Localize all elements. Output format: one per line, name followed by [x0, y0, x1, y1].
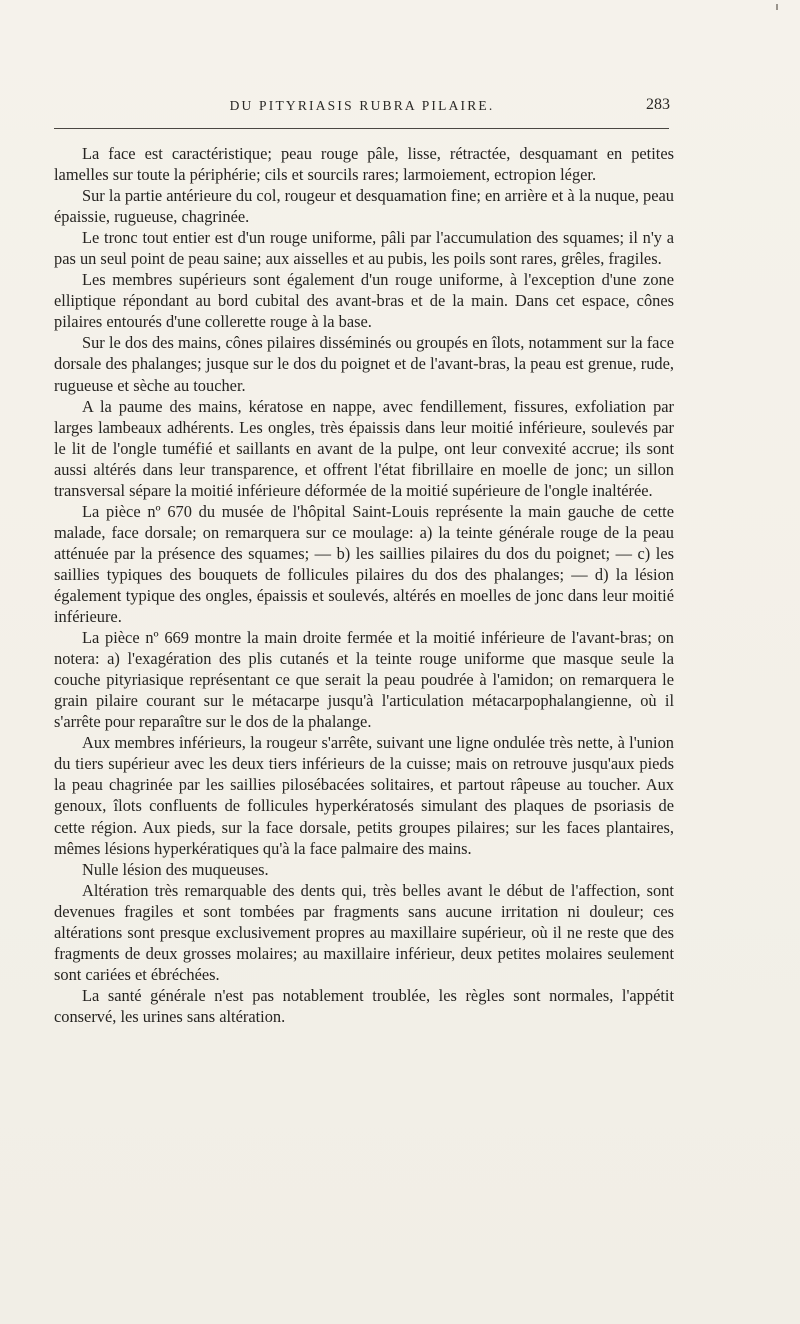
header-rule: [54, 128, 669, 129]
running-title: DU PITYRIASIS RUBRA PILAIRE.: [229, 98, 495, 113]
paragraph-dos-des-mains: Sur le dos des mains, cônes pilaires disséminés ou groupés en îlots, notamment sur la face dorsale des phalanges; jusque sur le dos du poignet et de l'avant-bras, la peau est grenue, rude, rugueuse et sèche au toucher.: [54, 333, 674, 395]
paragraph-membres-superieurs: Les membres supérieurs sont également d'un rouge uniforme, à l'exception d'une zone elliptique répondant au bord cubital des avant-bras et de la main. Dans cet espace, cônes pilaires entourés d'une collerette rouge à la base.: [54, 270, 674, 332]
edge-mark: [776, 4, 778, 10]
paragraph-face: La face est caractéristique; peau rouge pâle, lisse, rétractée, desquamant en petites lamelles sur toute la périphérie; cils et sourcils rares; larmoiement, ectropion léger.: [54, 144, 674, 185]
page-header: [54, 98, 670, 120]
paragraph-sante-generale: La santé générale n'est pas notablement troublée, les règles sont normales, l'appétit conservé, les urines sans altération.: [54, 985, 674, 1026]
paragraph-membres-inferieurs: Aux membres inférieurs, la rougeur s'arrête, suivant une ligne ondulée très nette, à l'union du tiers supérieur avec les deux tiers inférieurs de la cuisse; mais on retrouve jusqu'aux pieds la peau chagrinée par les saillies pilosébacées solitaires, et partout râpeuse au toucher. Aux genoux, îlots confluents de follicules hyperkératosés simulant des plaques de psoriasis de cette région. Aux pieds, sur la face dorsale, petits groupes pilaires; sur les faces plantaires, mêmes lésions hyperkératiques qu'à la face palmaire des mains.: [54, 733, 674, 858]
paragraph-piece-669: La pièce nº 669 montre la main droite fermée et la moitié inférieure de l'avant-bras; on notera: a) l'exagération des plis cutanés et la teinte rouge uniforme que masque seule la couche pityriasique représentant ce que serait la peau poudrée à l'amidon; on remarquera le grain pilaire courant sur le métacarpe jusqu'à l'articulation métacarpophalangienne, où il s'arrête pour reparaître sur le dos de la phalange.: [54, 628, 674, 732]
paragraph-muqueuses: Nulle lésion des muqueuses.: [82, 859, 269, 879]
paragraph-paume: A la paume des mains, kératose en nappe, avec fendillement, fissures, exfoliation par larges lambeaux adhérents. Les ongles, très épaissis dans leur moitié inférieure, soulevés par le lit de l'ongle tuméfié et saillants en avant de la pulpe, ont leur convexité accrue; ils sont aussi altérés dans leur transparence, et offrent l'état fibrillaire en moelle de jonc; un sillon transversal sépare la moitié inférieure déformée de la moitié supérieure de l'ongle inaltérée.: [54, 396, 674, 500]
body-text: [54, 143, 674, 1027]
page-number: 283: [646, 96, 670, 113]
paragraph-piece-670: La pièce nº 670 du musée de l'hôpital Saint-Louis représente la main gauche de cette malade, face dorsale; on remarquera sur ce moulage: a) la teinte générale rouge de la peau atténuée par la présence des squames; — b) les saillies pilaires du dos du poignet; — c) les saillies typiques des bouquets de follicules pilaires du dos des phalanges; — d) la lésion également typique des ongles, épaissis et soulevés, altérés en moelles de jonc dans leur moitié inférieure.: [54, 501, 674, 627]
paragraph-col: Sur la partie antérieure du col, rougeur et desquamation fine; en arrière et à la nuque, peau épaissie, rugueuse, chagrinée.: [54, 186, 674, 227]
paragraph-tronc: Le tronc tout entier est d'un rouge uniforme, pâli par l'accumulation des squames; il n'y a pas un seul point de peau saine; aux aisselles et au pubis, les poils sont rares, grêles, fragiles.: [54, 228, 674, 269]
paragraph-dents: Altération très remarquable des dents qui, très belles avant le début de l'affection, sont devenues fragiles et sont tombées par fragments sans aucune irritation ni douleur; ces altérations sont presque exclusivement propres au maxillaire supérieur, où il ne reste que des fragments de deux grosses molaires; au maxillaire inférieur, deux petites molaires seulement sont cariées et ébréchées.: [54, 880, 674, 984]
